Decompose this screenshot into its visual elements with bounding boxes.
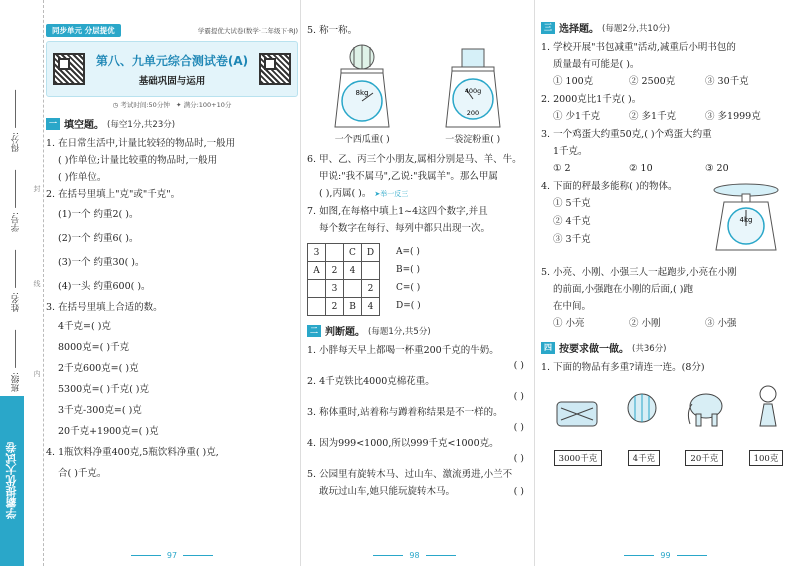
question-text: 3. 称体重时,站着称与蹲着称结果是不一样的。 bbox=[307, 407, 503, 418]
girl-icon bbox=[754, 384, 782, 428]
question-text: 4. 1瓶饮料净重400克,5瓶饮料净重( )克, bbox=[46, 447, 219, 458]
score-field[interactable]: 得分: bbox=[10, 90, 22, 152]
page-97 bbox=[46, 0, 298, 566]
option[interactable]: ② 10 bbox=[629, 163, 653, 174]
page-number: 98 bbox=[301, 551, 528, 560]
question-text: 合( )千克。 bbox=[58, 468, 107, 479]
grid-cell: 2 bbox=[326, 298, 344, 316]
grid-cell[interactable] bbox=[308, 298, 326, 316]
section-fill-blank: 一 填空题。 (每空1分,共23分) bbox=[46, 116, 298, 131]
grid-cell: C bbox=[344, 244, 362, 262]
option[interactable]: ① 100克 bbox=[553, 76, 594, 87]
grid-cell[interactable] bbox=[326, 244, 344, 262]
option[interactable]: ① 5千克 bbox=[553, 198, 591, 209]
student-id-field[interactable]: 学号: bbox=[10, 170, 22, 232]
objects-row bbox=[541, 382, 796, 428]
question-text: 1千克。 bbox=[553, 146, 588, 157]
question-text: (1)一个 约重2( )。 bbox=[58, 209, 139, 220]
question-text: 8000克=( )千克 bbox=[58, 342, 130, 353]
option[interactable]: ② 小刚 bbox=[629, 318, 661, 329]
question-text: 5. 称一称。 bbox=[307, 25, 358, 36]
series-tag: 同步单元 分层提优 bbox=[46, 24, 121, 37]
grid-cell: 2 bbox=[326, 262, 344, 280]
option[interactable]: ② 2500克 bbox=[629, 76, 676, 87]
answer-b[interactable]: B=( ) bbox=[396, 265, 421, 275]
svg-text:4kg: 4kg bbox=[739, 216, 753, 224]
binding-strip bbox=[0, 0, 44, 566]
cut-mark: 线 bbox=[33, 280, 41, 287]
option[interactable]: ③ 20 bbox=[705, 163, 729, 174]
question-text: ( )作单位。 bbox=[58, 172, 107, 183]
grid-cell: 4 bbox=[362, 298, 380, 316]
answer-blank[interactable]: ( ) bbox=[513, 391, 524, 402]
title-banner bbox=[46, 41, 298, 97]
question-text: (2)一个 约重6( )。 bbox=[58, 233, 139, 244]
page-number: 99 bbox=[535, 551, 796, 560]
question-text: 3. 一个鸡蛋大约重50克,( )个鸡蛋大约重 bbox=[541, 129, 712, 140]
question-text: 3. 在括号里填上合适的数。 bbox=[46, 302, 163, 313]
grid-cell[interactable] bbox=[362, 262, 380, 280]
option[interactable]: ② 4千克 bbox=[553, 216, 591, 227]
question-text: 一袋淀粉重( ) bbox=[445, 135, 501, 145]
question-text: 2. 2000克比1千克( )。 bbox=[541, 94, 642, 105]
question-text: 质量最有可能是( )。 bbox=[553, 59, 640, 70]
grid-cell: A bbox=[308, 262, 326, 280]
option-row bbox=[541, 315, 796, 333]
scale-icon bbox=[706, 182, 786, 252]
grid-cell: 3 bbox=[326, 280, 344, 298]
question-text: ( )作单位;计量比较重的物品时,一般用 bbox=[58, 155, 218, 166]
series-title: 学霸提优大试卷(数学·二年级下·RJ) bbox=[197, 26, 298, 35]
question-text: 5300克=( )千克( )克 bbox=[58, 384, 150, 395]
grid-cell[interactable] bbox=[344, 280, 362, 298]
clock-icon: ◷ bbox=[112, 101, 119, 109]
option[interactable]: ① 小亮 bbox=[553, 318, 585, 329]
option-row bbox=[541, 160, 796, 178]
page-98 bbox=[300, 0, 528, 566]
question-text: 1. 小胖每天早上都喝一杯重200千克的牛奶。 bbox=[307, 345, 499, 356]
question-text: 每个数字在每行、每列中都只出现一次。 bbox=[319, 223, 491, 234]
answer-a[interactable]: A=( ) bbox=[396, 247, 420, 257]
weight-box[interactable]: 100克 bbox=[749, 450, 784, 466]
question-text: 一个西瓜重( ) bbox=[334, 135, 390, 145]
page-title: 第八、九单元综合测试卷(A) bbox=[95, 53, 249, 68]
qr-code-icon[interactable] bbox=[259, 53, 291, 85]
elephant-icon bbox=[684, 388, 726, 428]
weight-box[interactable]: 4千克 bbox=[628, 450, 660, 466]
class-field[interactable]: 班级: bbox=[10, 330, 22, 392]
grid-cell: D bbox=[362, 244, 380, 262]
grid-cell: 2 bbox=[362, 280, 380, 298]
svg-text:200: 200 bbox=[466, 109, 479, 117]
question-text: 4. 下面的秤最多能称( )的物体。 bbox=[541, 181, 678, 192]
question-text: (3)一个 约重30( )。 bbox=[58, 257, 145, 268]
watermelon-icon bbox=[627, 388, 657, 428]
option[interactable]: ③ 小强 bbox=[705, 318, 737, 329]
option-row bbox=[541, 108, 796, 126]
answer-blank[interactable]: ( ) bbox=[513, 453, 524, 464]
answer-blank[interactable]: ( ) bbox=[513, 422, 524, 433]
weight-options bbox=[541, 450, 796, 466]
question-text: 1. 下面的物品有多重?请连一连。(8分) bbox=[541, 362, 705, 373]
question-text: 5. 小亮、小刚、小强三人一起跑步,小亮在小刚 bbox=[541, 267, 737, 278]
question-text: 2. 4千克铁比4000克棉花重。 bbox=[307, 376, 435, 387]
option[interactable]: ③ 30千克 bbox=[705, 76, 749, 87]
exam-meta: ◷ 考试时间:50分钟 ✦ 满分:100+10分 bbox=[112, 101, 232, 109]
brand-logo: 学霸提优大试卷 bbox=[0, 396, 24, 566]
question-text: 1. 在日常生活中,计量比较轻的物品时,一般用 bbox=[46, 138, 236, 149]
question-text: 5. 公园里有旋转木马、过山车、激流勇进,小兰不 bbox=[307, 469, 513, 480]
section-true-false: 二 判断题。 (每题1分,共5分) bbox=[307, 323, 528, 338]
option[interactable]: ① 少1千克 bbox=[553, 111, 601, 122]
practice-link[interactable]: ➤举一反三 bbox=[374, 190, 409, 198]
answer-blank[interactable]: ( ) bbox=[513, 360, 524, 371]
answer-d[interactable]: D=( ) bbox=[396, 301, 421, 311]
svg-text:8kg: 8kg bbox=[355, 89, 369, 97]
answer-c[interactable]: C=( ) bbox=[396, 283, 421, 293]
page-number: 97 bbox=[46, 551, 298, 560]
cut-mark: 封 bbox=[33, 185, 41, 192]
weight-box[interactable]: 20千克 bbox=[685, 450, 723, 466]
question-text: 甲说:"我不属马",乙说:"我属羊"。那么甲属 bbox=[319, 171, 498, 182]
page-99 bbox=[534, 0, 796, 566]
question-text: ( ),丙属( )。 ➤举一反三 bbox=[319, 188, 409, 199]
question-text: 的前面,小强跑在小刚的后面,( )跑 bbox=[553, 284, 693, 295]
question-text: 1. 学校开展"书包减重"活动,减重后小明书包的 bbox=[541, 42, 736, 53]
question-text: 6. 甲、乙、丙三个小朋友,属相分别是马、羊、牛。 bbox=[307, 154, 522, 165]
question-text: 2千克600克=( )克 bbox=[58, 363, 139, 374]
grid-cell: 4 bbox=[344, 262, 362, 280]
option[interactable]: ③ 多1999克 bbox=[705, 111, 761, 122]
scales-figure bbox=[307, 43, 528, 145]
section-choice: 三 选择题。 (每题2分,共10分) bbox=[541, 20, 796, 35]
bread-icon bbox=[555, 398, 599, 428]
question-text: 4. 因为999<1000,所以999千克<1000克。 bbox=[307, 438, 499, 449]
question-text: 4千克=( )克 bbox=[58, 321, 111, 332]
cut-mark: 内 bbox=[33, 370, 41, 377]
section-practice: 四 按要求做一做。 (共36分) bbox=[541, 340, 796, 355]
option-row bbox=[541, 73, 796, 91]
question-text: 3千克-300克=( )克 bbox=[58, 405, 142, 416]
option[interactable]: ① 2 bbox=[553, 163, 571, 174]
watermelon-scale-icon bbox=[327, 43, 397, 129]
question-text: 敢玩过山车,她只能玩旋转木马。 ( ) bbox=[307, 483, 528, 500]
question-text: 2. 在括号里填上"克"或"千克"。 bbox=[46, 189, 181, 200]
question-text: 在中间。 bbox=[553, 301, 592, 312]
svg-text:400g: 400g bbox=[464, 87, 482, 95]
question-text: (4)一头 约重600( )。 bbox=[58, 281, 151, 292]
question-text: 20千克+1900克=( )克 bbox=[58, 426, 159, 437]
option[interactable]: ③ 3千克 bbox=[553, 234, 591, 245]
grid-cell: 3 bbox=[308, 244, 326, 262]
starch-scale-icon bbox=[438, 43, 508, 129]
grid-cell[interactable] bbox=[308, 280, 326, 298]
star-icon: ✦ bbox=[176, 101, 182, 109]
qr-code-icon[interactable] bbox=[53, 53, 85, 85]
name-field[interactable]: 姓名: bbox=[10, 250, 22, 312]
option[interactable]: ② 多1千克 bbox=[629, 111, 677, 122]
weight-box[interactable]: 3000千克 bbox=[554, 450, 603, 466]
sudoku-grid bbox=[307, 243, 380, 316]
page-subtitle: 基础巩固与运用 bbox=[138, 75, 206, 87]
answer-blank[interactable]: ( ) bbox=[513, 486, 524, 497]
grid-cell: B bbox=[344, 298, 362, 316]
question-text: 7. 如图,在每格中填上1~4这四个数字,并且 bbox=[307, 206, 488, 217]
